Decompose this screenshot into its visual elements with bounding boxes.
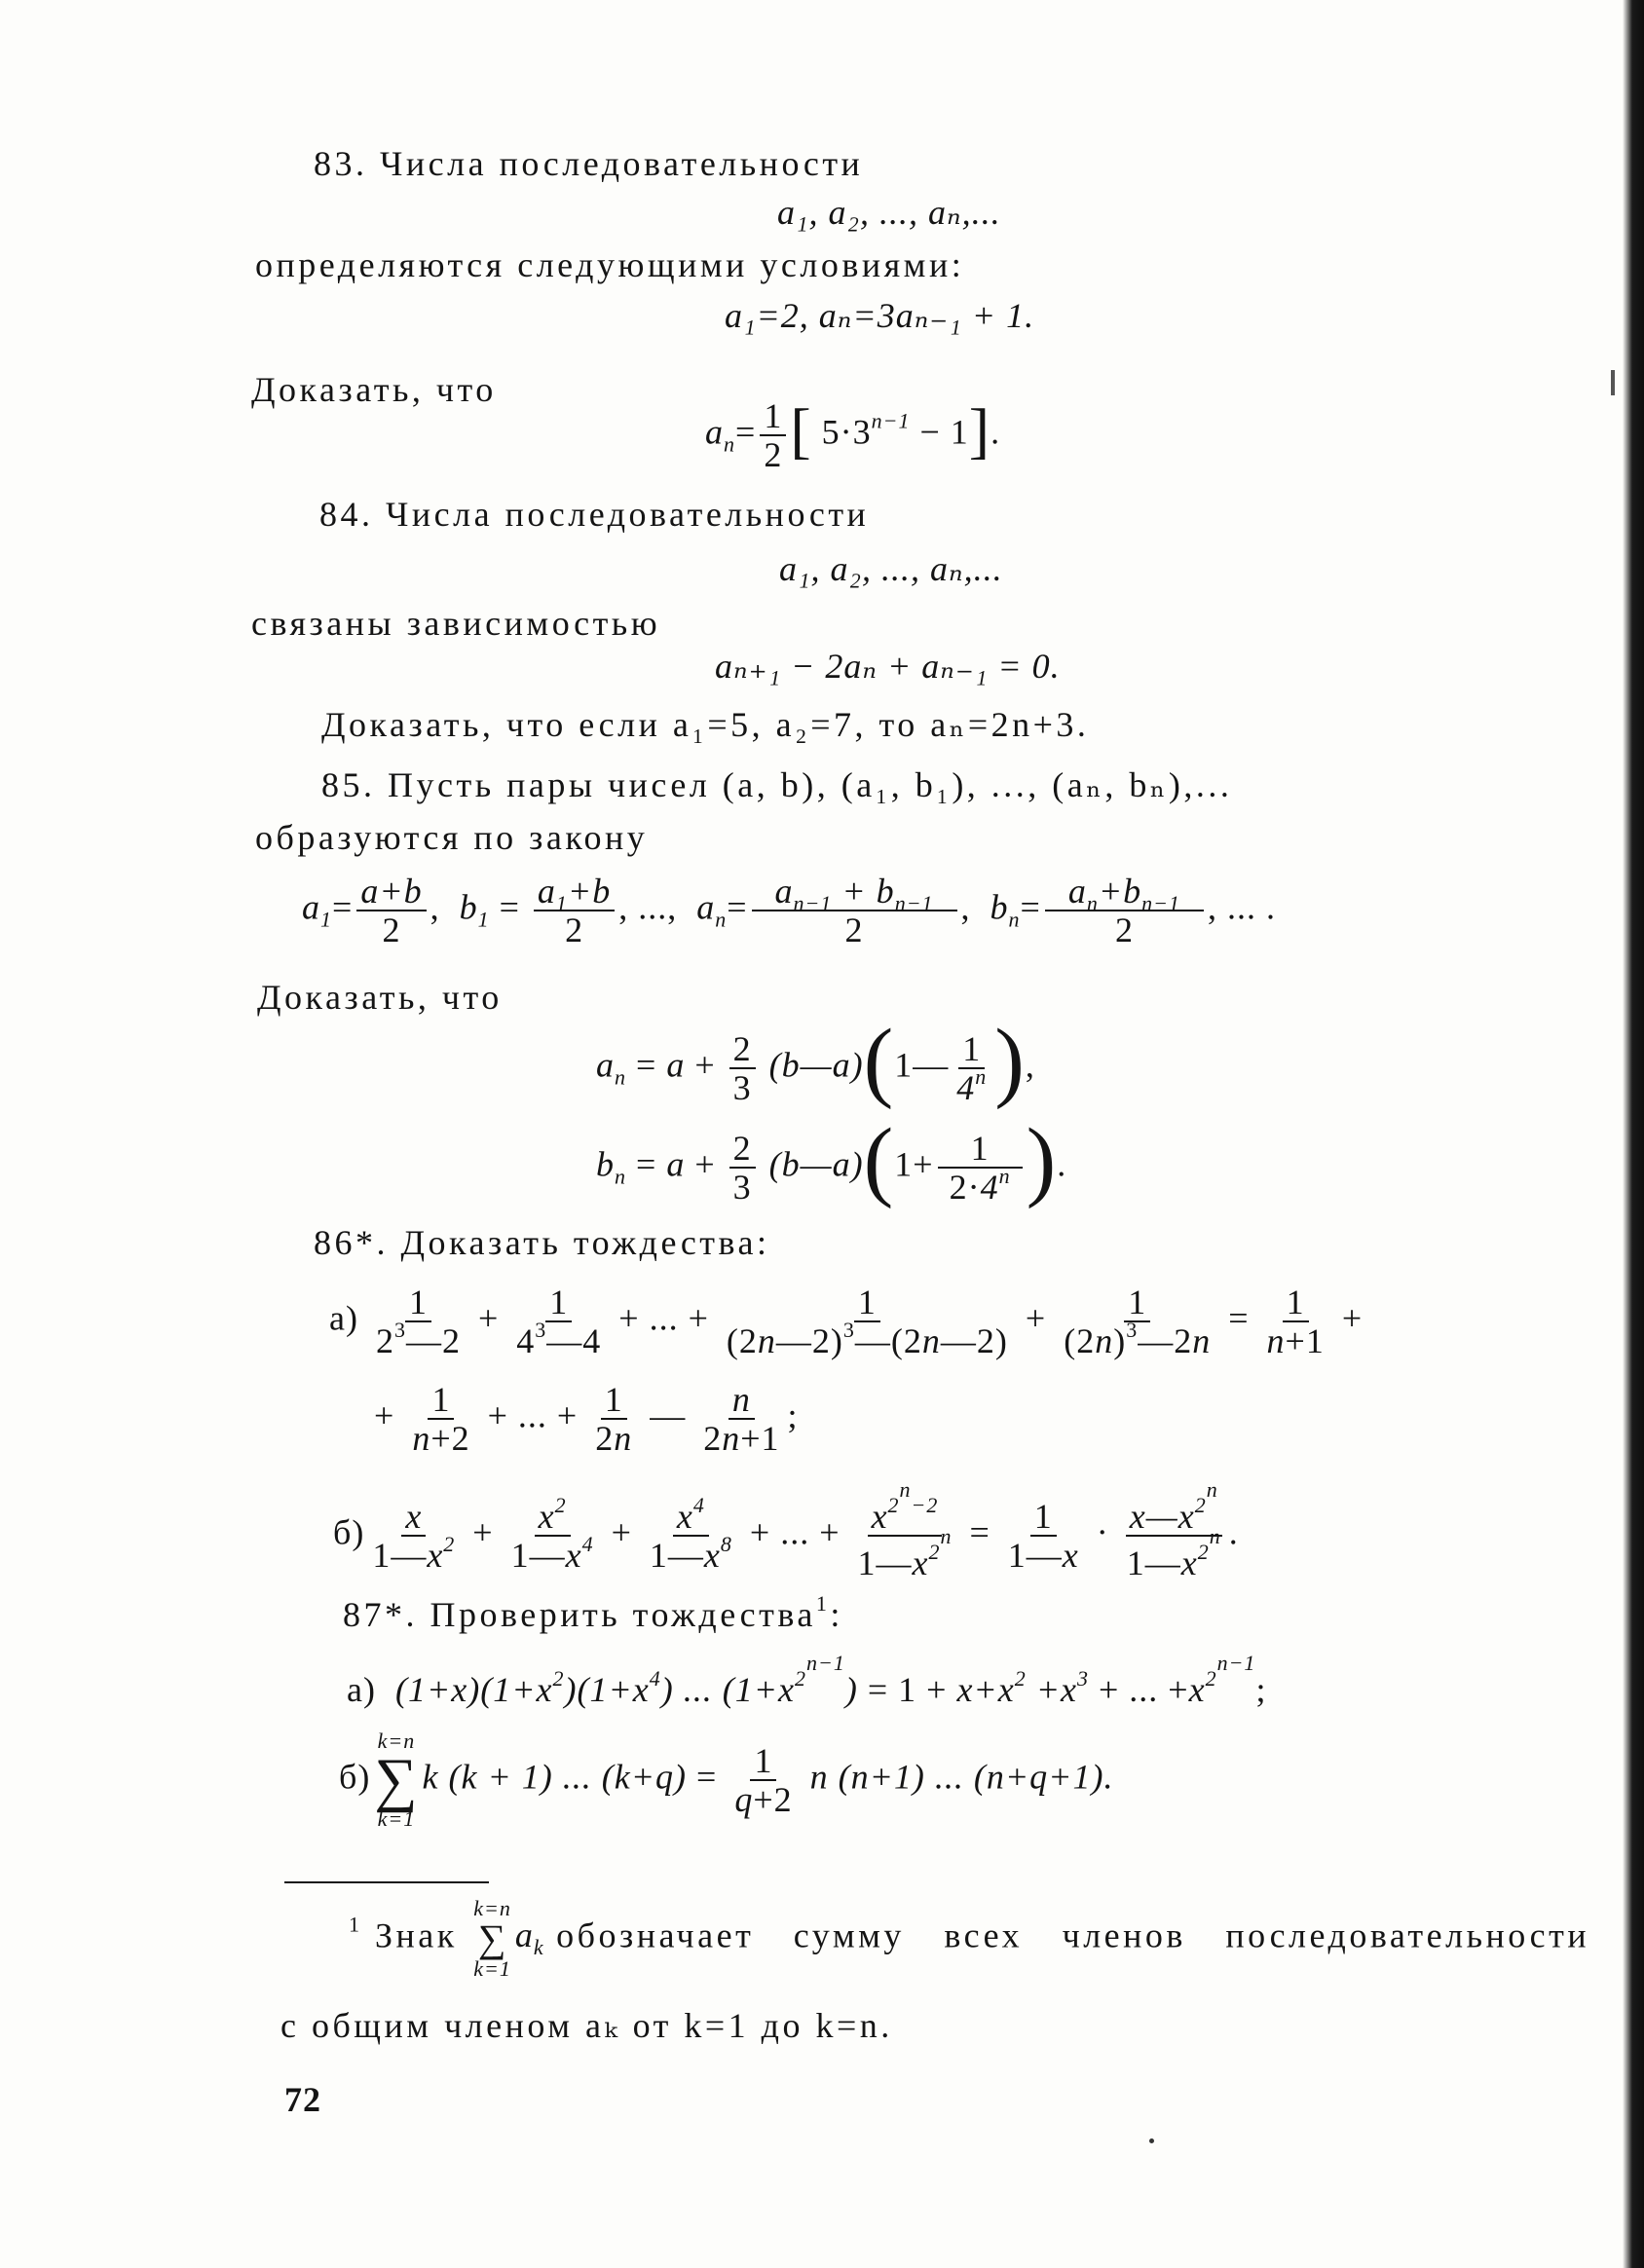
speck bbox=[1149, 2138, 1154, 2143]
problem-86-heading bbox=[314, 1221, 770, 1264]
problem-84-prove: Доказать, что если a₁=5, a₂=7, то aₙ=2n+3. bbox=[321, 705, 1090, 744]
problem-85-prove: Доказать, что bbox=[257, 978, 503, 1017]
problem-85-number: 85. bbox=[321, 765, 376, 804]
problem-87b-line: б) k=n ∑ k=1 k (k + 1) ... (k+q) = $\frac{1}{q+2}$ n (n+1) ... (n+q+1). bbox=[339, 1729, 1114, 1831]
problem-83-condition-text: определяются следующими условиями: bbox=[255, 245, 965, 284]
problem-86-number: 86*. bbox=[314, 1223, 389, 1262]
scan-mark bbox=[1611, 370, 1615, 395]
footnote-word-sign: Знак bbox=[375, 1915, 458, 1955]
problem-85-rule-text: образуются по закону bbox=[255, 818, 649, 857]
problem-84-intro: Числа последовательности bbox=[386, 495, 870, 534]
problem-85-heading bbox=[321, 763, 1232, 806]
problem-84-link-text: связаны зависимостью bbox=[251, 604, 661, 643]
footnote-line1: $^1$ Знак k=n ∑ k=1 $a_k$ обозначает сумму всех членов последовательности bbox=[349, 1896, 1590, 1981]
page-number: 72 bbox=[284, 2080, 321, 2119]
problem-84-relation: aₙ₊₁ − 2aₙ + aₙ₋₁ = 0. bbox=[715, 647, 1061, 686]
footnote-mark: 1 bbox=[349, 1912, 363, 1937]
problem-83-number: 83. bbox=[314, 144, 368, 183]
footnote-sum-sign: k=n ∑ k=1 bbox=[473, 1896, 511, 1981]
problem-83-conditions: a₁=2, aₙ=3aₙ₋₁ + 1. bbox=[725, 296, 1035, 335]
problem-83-intro: Числа последовательности bbox=[380, 144, 864, 183]
problem-87-heading: 87*. Проверить тождества$^1$: bbox=[343, 1591, 843, 1634]
problem-86a-line1: а) $\frac{1}{2^3—2}$ + $\frac{1}{4^3—4}$ + ... + $\frac{1}{(2n—2)^3—(2n—2)}$ + $\frac{1}{(2n)^3—2n}$ = $\frac{1}{n+1}$ + bbox=[329, 1283, 1364, 1360]
problem-83-sequence bbox=[777, 191, 1001, 234]
problem-84-sequence: a₁, a₂, ..., aₙ,... bbox=[779, 549, 1003, 588]
problem-87b-label: б) bbox=[339, 1757, 371, 1797]
problem-87a-label: а) bbox=[347, 1670, 376, 1709]
scan-edge bbox=[1623, 0, 1644, 2268]
footnote-rule bbox=[284, 1881, 489, 1883]
problem-85-formula-b: $b_n = a$ + $\frac{2}{3}$ (b—a)(1+ $\frac{1}{2\cdot 4^n}$ ). bbox=[596, 1109, 1067, 1209]
footnote-line2: с общим членом aₖ от k=1 до k=n. bbox=[280, 2006, 893, 2045]
problem-83-seq-text: a₁, a₂, ..., aₙ,... bbox=[777, 193, 1001, 232]
problem-83-prove: Доказать, что bbox=[251, 370, 497, 409]
problem-85-formula-a: $a_n = a$ + $\frac{2}{3}$ (b—a)(1— $\frac{1}{4^n}$ ), bbox=[596, 1010, 1035, 1110]
problem-86b-line: б) $\frac{x}{1—x^2}$ + $\frac{x^2}{1—x^4}$ + $\frac{x^4}{1—x^8}$ + ... + $\frac{x^{2^n-2}}{1—x^{2^n}}$ = $\frac{1}{1—x}$ · $\frac{x—x^{2^n}}{1—x^{2^n}}$ . bbox=[333, 1477, 1239, 1582]
problem-87a-line: а) $(1+x)(1+x^2)(1+x^4)$ ... $(1+x^{2^{n-1}}) = 1 + x+x^2 +x^3$ + ... $+x^{2^{n-1}}$; bbox=[347, 1651, 1267, 1709]
problem-85-intro: Пусть пары чисел (a, b), (a₁, b₁), ..., (aₙ, bₙ),... bbox=[388, 765, 1233, 804]
problem-86-intro: Доказать тождества: bbox=[400, 1223, 770, 1262]
problem-87-footnote-mark: 1 bbox=[815, 1591, 831, 1616]
problem-86a-line2: + $\frac{1}{n+2}$ + ... + $\frac{1}{2n}$ — $\frac{n}{2n+1}$ ; bbox=[374, 1380, 799, 1458]
problem-85-recurrence: $a_1=$ $\frac{a+b}{2}$ , $b_1$ = $\frac{a_1+b}{2}$ , ..., $a_n=$ $\frac{a_{n-1} + b_{n-1}}{2}$ , $b_n=$ $\frac{a_n+b_{n-1}}{2}$ , ... . bbox=[302, 872, 1277, 949]
footnote-rest: обозначает сумму всех членов последовательности bbox=[556, 1915, 1590, 1955]
problem-84-number: 84. bbox=[319, 495, 374, 534]
problem-84-heading bbox=[319, 493, 869, 536]
problem-86b-label: б) bbox=[333, 1512, 365, 1552]
problem-83-heading bbox=[314, 142, 863, 185]
sum-sign-87b: k=n ∑ k=1 bbox=[374, 1729, 419, 1831]
problem-87-intro: Проверить тождества bbox=[430, 1595, 816, 1634]
problem-83-formula: $a_n=$ $\frac{1}{2}$ [ $5\cdot 3^{n-1} - 1$]. bbox=[705, 395, 1001, 474]
problem-87-number: 87*. bbox=[343, 1595, 418, 1634]
problem-86a-label: а) bbox=[329, 1298, 358, 1338]
